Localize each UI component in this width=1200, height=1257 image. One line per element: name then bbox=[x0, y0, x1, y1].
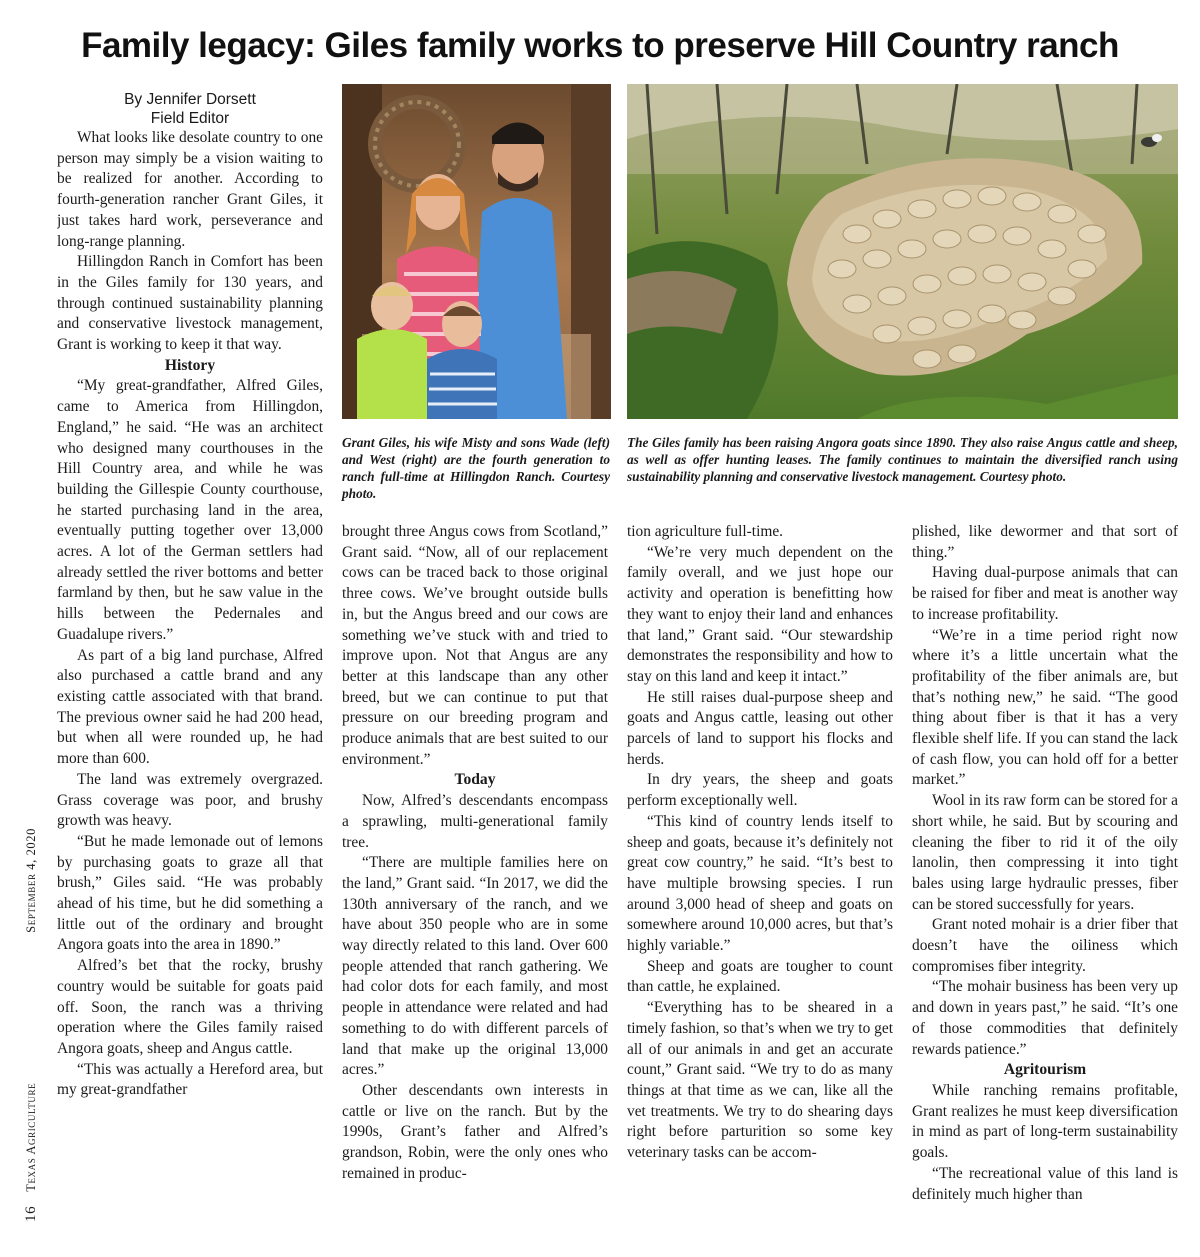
article-column-2 bbox=[342, 522, 608, 1230]
paragraph: The land was extremely overgrazed. Grass coverage was poor, and brushy growth was heavy. bbox=[57, 770, 323, 830]
article-column-3 bbox=[627, 522, 893, 1230]
paragraph: While ranching remains profitable, Grant realizes he must keep diversification in mind as part of long-term sustainability goals. bbox=[912, 1081, 1178, 1162]
section-heading: Today bbox=[454, 771, 496, 789]
paragraph: Alfred’s bet that the rocky, brushy country would be suitable for goats paid off. Soon, the ranch was a thriving operation where the Giles family raised Angora goats, sheep and Angus cattle. bbox=[57, 957, 323, 1057]
goats-photo-image bbox=[627, 84, 1178, 419]
headline: Family legacy: Giles family works to preserve Hill Country ranch bbox=[81, 26, 1119, 65]
paragraph: Now, Alfred’s descendants encompass a sprawling, multi-generational family tree. bbox=[342, 792, 608, 851]
byline-name: By Jennifer Dorsett bbox=[124, 91, 256, 108]
paragraph: Grant noted mohair is a drier fiber that doesn’t have the oiliness which compromises fiber integrity. bbox=[912, 916, 1178, 975]
paragraph: “The recreational value of this land is definitely much higher than bbox=[912, 1164, 1178, 1203]
goats-photo-caption: The Giles family has been raising Angora goats since 1890. They also raise Angus cattle and sheep, as well as offer hunting leases. The family continues to maintain the diversified ranch using sustainability planning and conservative livestock management. Courtesy photo. bbox=[627, 435, 1178, 484]
paragraph: “My great-grandfather, Alfred Giles, came to America from Hillingdon, England,” he said. “He was an architect who designed many courthouses in the Hill Country area, and while he was building the Gillespie County courthouse, he started purchasing land in the area, eventually putting together over 13,000 acres. A lot of the German settlers had already settled the river bottoms and better farmland by then, but he saw value in the hills between the Pedernales and Guadalupe rivers.” bbox=[57, 377, 323, 643]
family-photo-caption: Grant Giles, his wife Misty and sons Wade (left) and West (right) are the fourth generation to ranch full-time at Hillingdon Ranch. Courtesy photo. bbox=[342, 435, 610, 501]
column-2-text bbox=[342, 522, 608, 1185]
paragraph: “This kind of country lends itself to sheep and goats, because it’s definitely not great cow country,” he said. “It’s best to have multiple browsing species. I run around 3,000 head of sheep and goats on somewhere around 10,000 acres, but that’s highly variable.” bbox=[627, 812, 893, 955]
publication-name: Texas Agriculture bbox=[24, 1082, 38, 1192]
paragraph: As part of a big land purchase, Alfred also purchased a cattle brand and any existing cattle associated with that brand. The previous owner said he had 200 head, but when all were rounded up, he had more than 600. bbox=[57, 646, 323, 768]
column-1-text bbox=[57, 128, 323, 1101]
family-photo bbox=[342, 84, 611, 419]
paragraph: “We’re in a time period right now where it’s a little uncertain what the profitability of the fiber animals are, but that’s nothing new,” he said. “The good thing about fiber is that it has a very flexible shelf life. If you can stand the lack of cash flow, you can hold off for a better market.” bbox=[912, 626, 1178, 789]
paragraph: brought three Angus cows from Scotland,” Grant said. “Now, all of our replacement cows can be traced back to those original three cows. We’ve brought outside bulls in, but the Angus breed and our cows are something we’ve stuck with and tried to improve upon. Not that Angus are any better at this landscape than any other breed, but we can continue to put that pressure on our breeding program and produce animals that are best suited to our environment.” bbox=[342, 523, 608, 768]
article-column-4 bbox=[912, 522, 1178, 1230]
paragraph: He still raises dual-purpose sheep and goats and Angus cattle, leasing out other parcels of land to support his flocks and herds. bbox=[627, 688, 893, 768]
section-heading: Agritourism bbox=[1003, 1061, 1087, 1079]
page-number: 16 bbox=[23, 1205, 39, 1222]
paragraph: tion agriculture full-time. bbox=[627, 523, 783, 540]
paragraph: Sheep and goats are tougher to count than cattle, he explained. bbox=[627, 957, 893, 996]
paragraph: In dry years, the sheep and goats perform exceptionally well. bbox=[627, 771, 893, 810]
issue-date: September 4, 2020 bbox=[24, 828, 38, 933]
paragraph: Other descendants own interests in cattle or live on the ranch. But by the 1990s, Grant’s father and Alfred’s grandson, Robin, were the only ones who remained in produc- bbox=[342, 1081, 608, 1182]
paragraph: What looks like desolate country to one person may simply be a vision waiting to be realized for another. According to fourth-generation rancher Grant Giles, it just takes hard work, perseverance and long-range planning. bbox=[57, 129, 323, 250]
family-photo-image bbox=[342, 84, 611, 419]
paragraph: plished, like dewormer and that sort of thing.” bbox=[912, 523, 1178, 561]
paragraph: “This was actually a Hereford area, but my great-grandfather bbox=[57, 1060, 323, 1099]
paragraph: “Everything has to be sheared in a timely fashion, so that’s when we try to get all of our animals in and get an accurate count,” Grant said. “We try to do as many things at that time as we can, like all the vet treatments. We try to do shearing days right before parturition so some key veterinary tasks can be accom- bbox=[627, 999, 893, 1162]
column-3-text bbox=[627, 522, 893, 1164]
paragraph: Having dual-purpose animals that can be raised for fiber and meat is another way to increase profitability. bbox=[912, 564, 1178, 623]
page-folio bbox=[23, 702, 40, 1222]
section-heading: History bbox=[164, 356, 216, 374]
paragraph: “We’re very much dependent on the family overall, and we just hope our activity and operation is benefitting how they want to enjoy their land and enhances that land,” Grant said. “Our stewardship demonstrates the responsibility and how to stay on this land and keep it intact.” bbox=[627, 543, 893, 685]
paragraph: Hillingdon Ranch in Comfort has been in the Giles family for 130 years, and through continued sustainability planning and conservative livestock management, Grant is working to keep it that way. bbox=[57, 253, 323, 354]
paragraph: “There are multiple families here on the land,” Grant said. “In 2017, we did the 130th anniversary of the ranch, and we have about 350 people who are in some way directly related to this land. Over 600 people attended that ranch gathering. We had color dots for each family, and most people in attendance were related and had something to do with different parcels of land that make up the original 13,000 acres.” bbox=[342, 854, 608, 1079]
paragraph: “But he made lemonade out of lemons by purchasing goats to graze all that brush,” Giles said. “He was probably ahead of his time, but he did something a little out of the ordinary and brought Angora goats into the area in 1890.” bbox=[57, 832, 323, 954]
paragraph: “The mohair business has been very up and down in years past,” he said. “It’s one of those commodities that definitely rewards patience.” bbox=[912, 978, 1178, 1058]
goats-photo bbox=[627, 84, 1178, 419]
column-4-text bbox=[912, 522, 1178, 1205]
paragraph: Wool in its raw form can be stored for a short while, he said. But by scouring and cleaning the fiber to rid it of the oily lanolin, then compressing it into tight bales using large hydraulic presses, fiber can be stored successfully for years. bbox=[912, 792, 1178, 913]
byline-title: Field Editor bbox=[150, 110, 230, 127]
article-column-1 bbox=[57, 90, 323, 1230]
